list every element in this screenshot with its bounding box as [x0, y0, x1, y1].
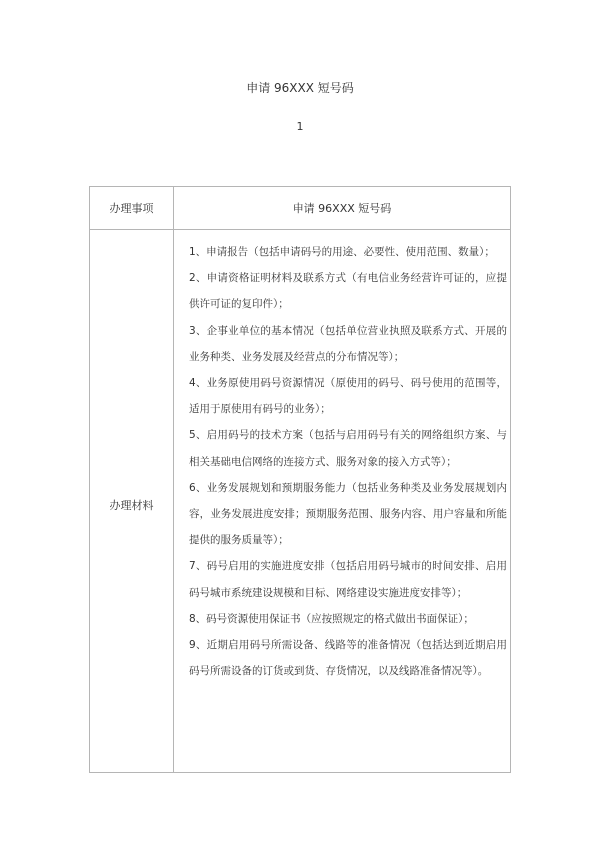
materials-list-item: 9、近期启用码号所需设备、线路等的准备情况（包括达到近期启用码号所需设备的订货或到货、存货情况，以及线路准备情况等）。: [189, 639, 507, 678]
requirements-table: [89, 186, 511, 773]
materials-list-item: 8、码号资源使用保证书（应按照规定的格式做出书面保证）；: [189, 612, 474, 625]
materials-list-item: 4、业务原使用码号资源情况（原使用的码号、码号使用的范围等，适用于原使用有码号的业务）；: [189, 377, 507, 416]
table-row-divider: [90, 229, 510, 230]
materials-label-cell: 办理材料: [109, 499, 154, 512]
materials-list-item: 5、启用码号的技术方案（包括与启用码号有关的网络组织方案、与相关基础电信网络的连接方式、服务对象的接入方式等）；: [189, 429, 507, 468]
materials-list-item: 6、业务发展规划和预期服务能力（包括业务种类及业务发展规划内容，业务发展进度安排；预期服务范围、服务内容、用户容量和所能提供的服务质量等）；: [189, 481, 507, 547]
document-title: 申请 96XXX 短号码: [246, 81, 354, 95]
page-number: 1: [296, 120, 304, 133]
item-label-cell: 办理事项: [109, 202, 154, 215]
table-column-divider: [173, 187, 174, 772]
item-value-cell: 申请 96XXX 短号码: [292, 202, 392, 215]
materials-list-item: 3、企事业单位的基本情况（包括单位营业执照及联系方式、开展的业务种类、业务发展及经营点的分布情况等）；: [189, 324, 507, 363]
materials-list: [189, 239, 507, 684]
materials-list-item: 2、申请资格证明材料及联系方式（有电信业务经营许可证的，应提供许可证的复印件）；: [189, 272, 507, 311]
materials-list-item: 1、申请报告（包括申请码号的用途、必要性、使用范围、数量）；: [189, 246, 495, 258]
materials-list-item: 7、码号启用的实施进度安排（包括启用码号城市的时间安排、启用码号城市系统建设规模和目标、网络建设实施进度安排等）；: [189, 560, 507, 599]
